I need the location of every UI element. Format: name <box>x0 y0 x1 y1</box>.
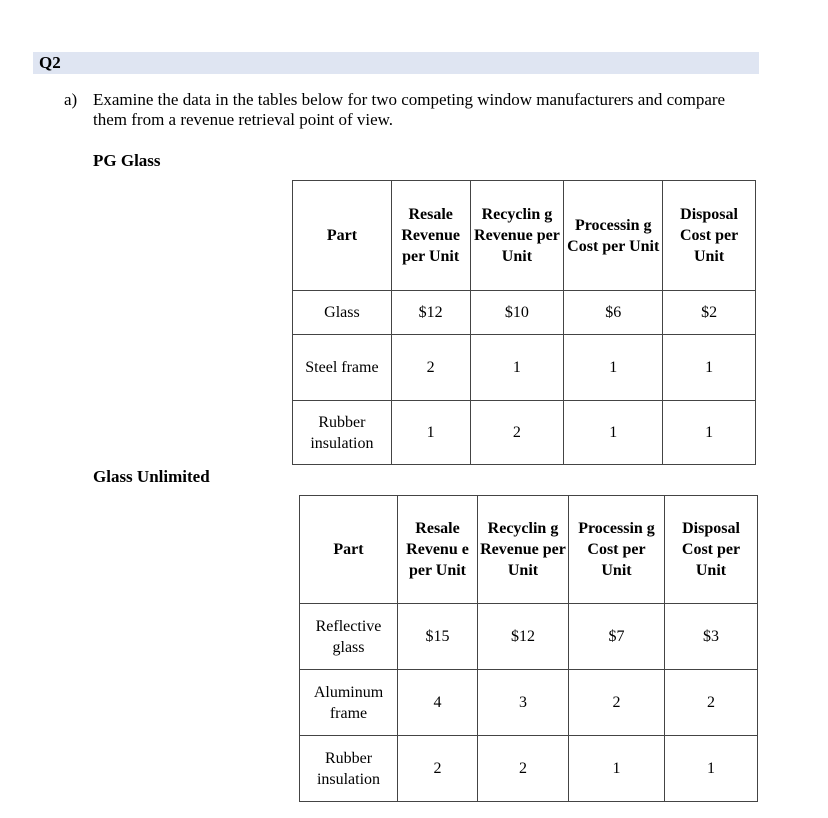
header-resale-revenue: Resale Revenue per Unit <box>391 181 470 291</box>
pg-glass-heading: PG Glass <box>93 151 161 170</box>
cell-processing: 1 <box>564 335 663 401</box>
cell-disposal: $3 <box>665 604 758 670</box>
cell-resale: 2 <box>391 335 470 401</box>
cell-part: Rubber insulation <box>300 736 398 802</box>
cell-disposal: 2 <box>665 670 758 736</box>
question-header-bar <box>33 52 759 74</box>
cell-processing: 2 <box>569 670 665 736</box>
question-number: Q2 <box>39 53 61 72</box>
header-part: Part <box>300 496 398 604</box>
cell-part: Reflective glass <box>300 604 398 670</box>
cell-part: Steel frame <box>293 335 392 401</box>
table-header-row <box>293 181 756 291</box>
header-recycling-revenue: Recyclin g Revenue per Unit <box>478 496 569 604</box>
cell-processing: $6 <box>564 291 663 335</box>
table-row <box>300 736 758 802</box>
cell-part: Glass <box>293 291 392 335</box>
question-text: Examine the data in the tables below for two competing window manufacturers and compare them from a revenue retrieval point of view. <box>93 90 726 129</box>
glass-unlimited-heading: Glass Unlimited <box>93 467 210 486</box>
cell-part: Aluminum frame <box>300 670 398 736</box>
cell-part: Rubber insulation <box>293 401 392 465</box>
cell-disposal: 1 <box>665 736 758 802</box>
cell-recycling: 1 <box>470 335 564 401</box>
cell-disposal: 1 <box>663 401 756 465</box>
pg-glass-table <box>292 180 756 465</box>
cell-recycling: 3 <box>478 670 569 736</box>
header-disposal-cost: Disposal Cost per Unit <box>663 181 756 291</box>
header-resale-revenue: Resale Revenu e per Unit <box>398 496 478 604</box>
table-row <box>300 670 758 736</box>
header-recycling-revenue: Recyclin g Revenue per Unit <box>470 181 564 291</box>
table-row <box>293 291 756 335</box>
header-processing-cost: Processin g Cost per Unit <box>569 496 665 604</box>
table-row <box>293 401 756 465</box>
cell-recycling: 2 <box>478 736 569 802</box>
table-header-row <box>300 496 758 604</box>
header-disposal-cost: Disposal Cost per Unit <box>665 496 758 604</box>
cell-resale: $12 <box>391 291 470 335</box>
cell-disposal: $2 <box>663 291 756 335</box>
cell-processing: $7 <box>569 604 665 670</box>
cell-processing: 1 <box>564 401 663 465</box>
cell-resale: 1 <box>391 401 470 465</box>
header-processing-cost: Processin g Cost per Unit <box>564 181 663 291</box>
cell-resale: 4 <box>398 670 478 736</box>
cell-resale: 2 <box>398 736 478 802</box>
cell-recycling: $10 <box>470 291 564 335</box>
cell-recycling: $12 <box>478 604 569 670</box>
header-part: Part <box>293 181 392 291</box>
cell-recycling: 2 <box>470 401 564 465</box>
table-row <box>293 335 756 401</box>
question-body <box>64 90 744 130</box>
cell-processing: 1 <box>569 736 665 802</box>
question-part-marker: a) <box>64 90 78 109</box>
table-row <box>300 604 758 670</box>
cell-resale: $15 <box>398 604 478 670</box>
cell-disposal: 1 <box>663 335 756 401</box>
glass-unlimited-table <box>299 495 758 802</box>
